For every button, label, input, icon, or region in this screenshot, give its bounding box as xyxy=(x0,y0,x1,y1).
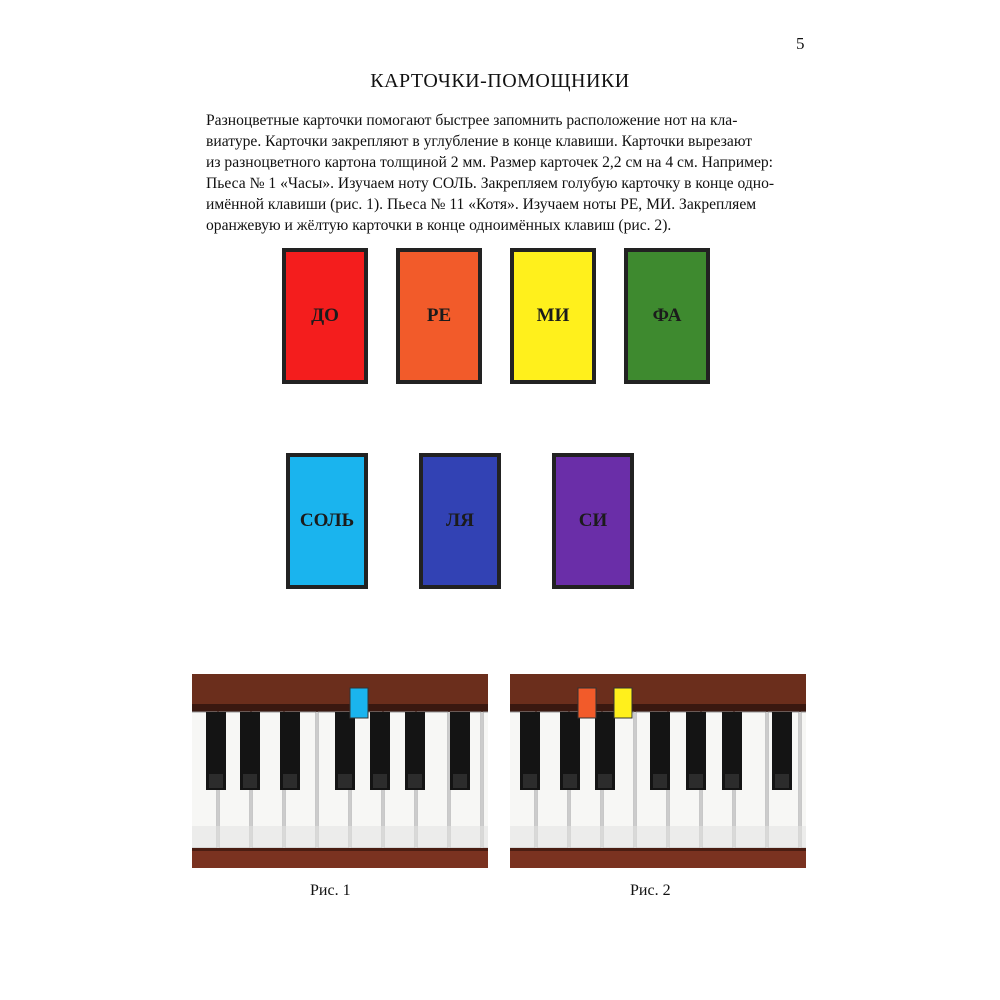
figure-caption-1: Рис. 1 xyxy=(310,882,351,899)
page-title: КАРТОЧКИ-ПОМОЩНИКИ xyxy=(370,70,630,92)
black-key-tip xyxy=(209,774,223,788)
note-card-mi xyxy=(510,248,596,384)
paragraph-line: Разноцветные карточки помогают быстрее запомнить расположение нот на кла- xyxy=(206,112,738,129)
black-key-tip xyxy=(523,774,537,788)
black-key-tip xyxy=(373,774,387,788)
paragraph-line: Пьеса № 1 «Часы». Изучаем ноту СОЛЬ. Закрепляем голубую карточку в конце одно- xyxy=(206,175,775,192)
black-key-tip xyxy=(453,774,467,788)
piano-fallboard-edge xyxy=(192,704,488,712)
paragraph-line: виатуре. Карточки закрепляют в углубление в конце клавиши. Карточки вырезают xyxy=(206,133,753,150)
note-card-fa xyxy=(624,248,710,384)
black-key-tip xyxy=(725,774,739,788)
page-number: 5 xyxy=(796,34,805,53)
note-card-label: ЛЯ xyxy=(446,510,474,531)
paragraph-line: оранжевую и жёлтую карточки в конце одноимённых клавиш (рис. 2). xyxy=(206,217,672,234)
note-card-re xyxy=(396,248,482,384)
piano-fallboard xyxy=(192,674,488,708)
black-key-tip xyxy=(243,774,257,788)
note-card-do xyxy=(282,248,368,384)
black-key-tip xyxy=(775,774,789,788)
marker-card xyxy=(614,688,632,718)
note-card-label: РЕ xyxy=(426,305,452,326)
piano-fallboard xyxy=(510,674,806,708)
piano-key-rail-edge xyxy=(192,848,488,851)
note-card-label: СИ xyxy=(578,510,608,531)
note-card-label: ДО xyxy=(311,305,339,326)
note-card-label: МИ xyxy=(536,305,570,326)
black-key-tip xyxy=(653,774,667,788)
piano-figure-1 xyxy=(192,674,488,868)
paragraph-line: из разноцветного картона толщиной 2 мм. Размер карточек 2,2 см на 4 см. Например: xyxy=(206,154,774,171)
figure-caption-2: Рис. 2 xyxy=(630,882,671,899)
piano-figure-2 xyxy=(510,674,806,868)
black-key-tip xyxy=(563,774,577,788)
body-paragraph xyxy=(206,110,810,236)
note-card-label: СОЛЬ xyxy=(299,510,355,531)
black-key-tip xyxy=(408,774,422,788)
white-key-front xyxy=(510,826,806,848)
note-card-label: ФА xyxy=(652,305,682,326)
note-card-lya xyxy=(419,453,501,589)
piano-key-rail-edge xyxy=(510,848,806,851)
black-key-tip xyxy=(283,774,297,788)
paragraph-line: имённой клавиши (рис. 1). Пьеса № 11 «Котя». Изучаем ноты РЕ, МИ. Закрепляем xyxy=(206,196,757,213)
piano-fallboard-edge xyxy=(510,704,806,712)
marker-card xyxy=(578,688,596,718)
marker-card xyxy=(350,688,368,718)
black-key-tip xyxy=(338,774,352,788)
black-key-tip xyxy=(598,774,612,788)
black-key-tip xyxy=(689,774,703,788)
white-key-front xyxy=(192,826,488,848)
note-card-sol xyxy=(286,453,368,589)
note-card-si xyxy=(552,453,634,589)
